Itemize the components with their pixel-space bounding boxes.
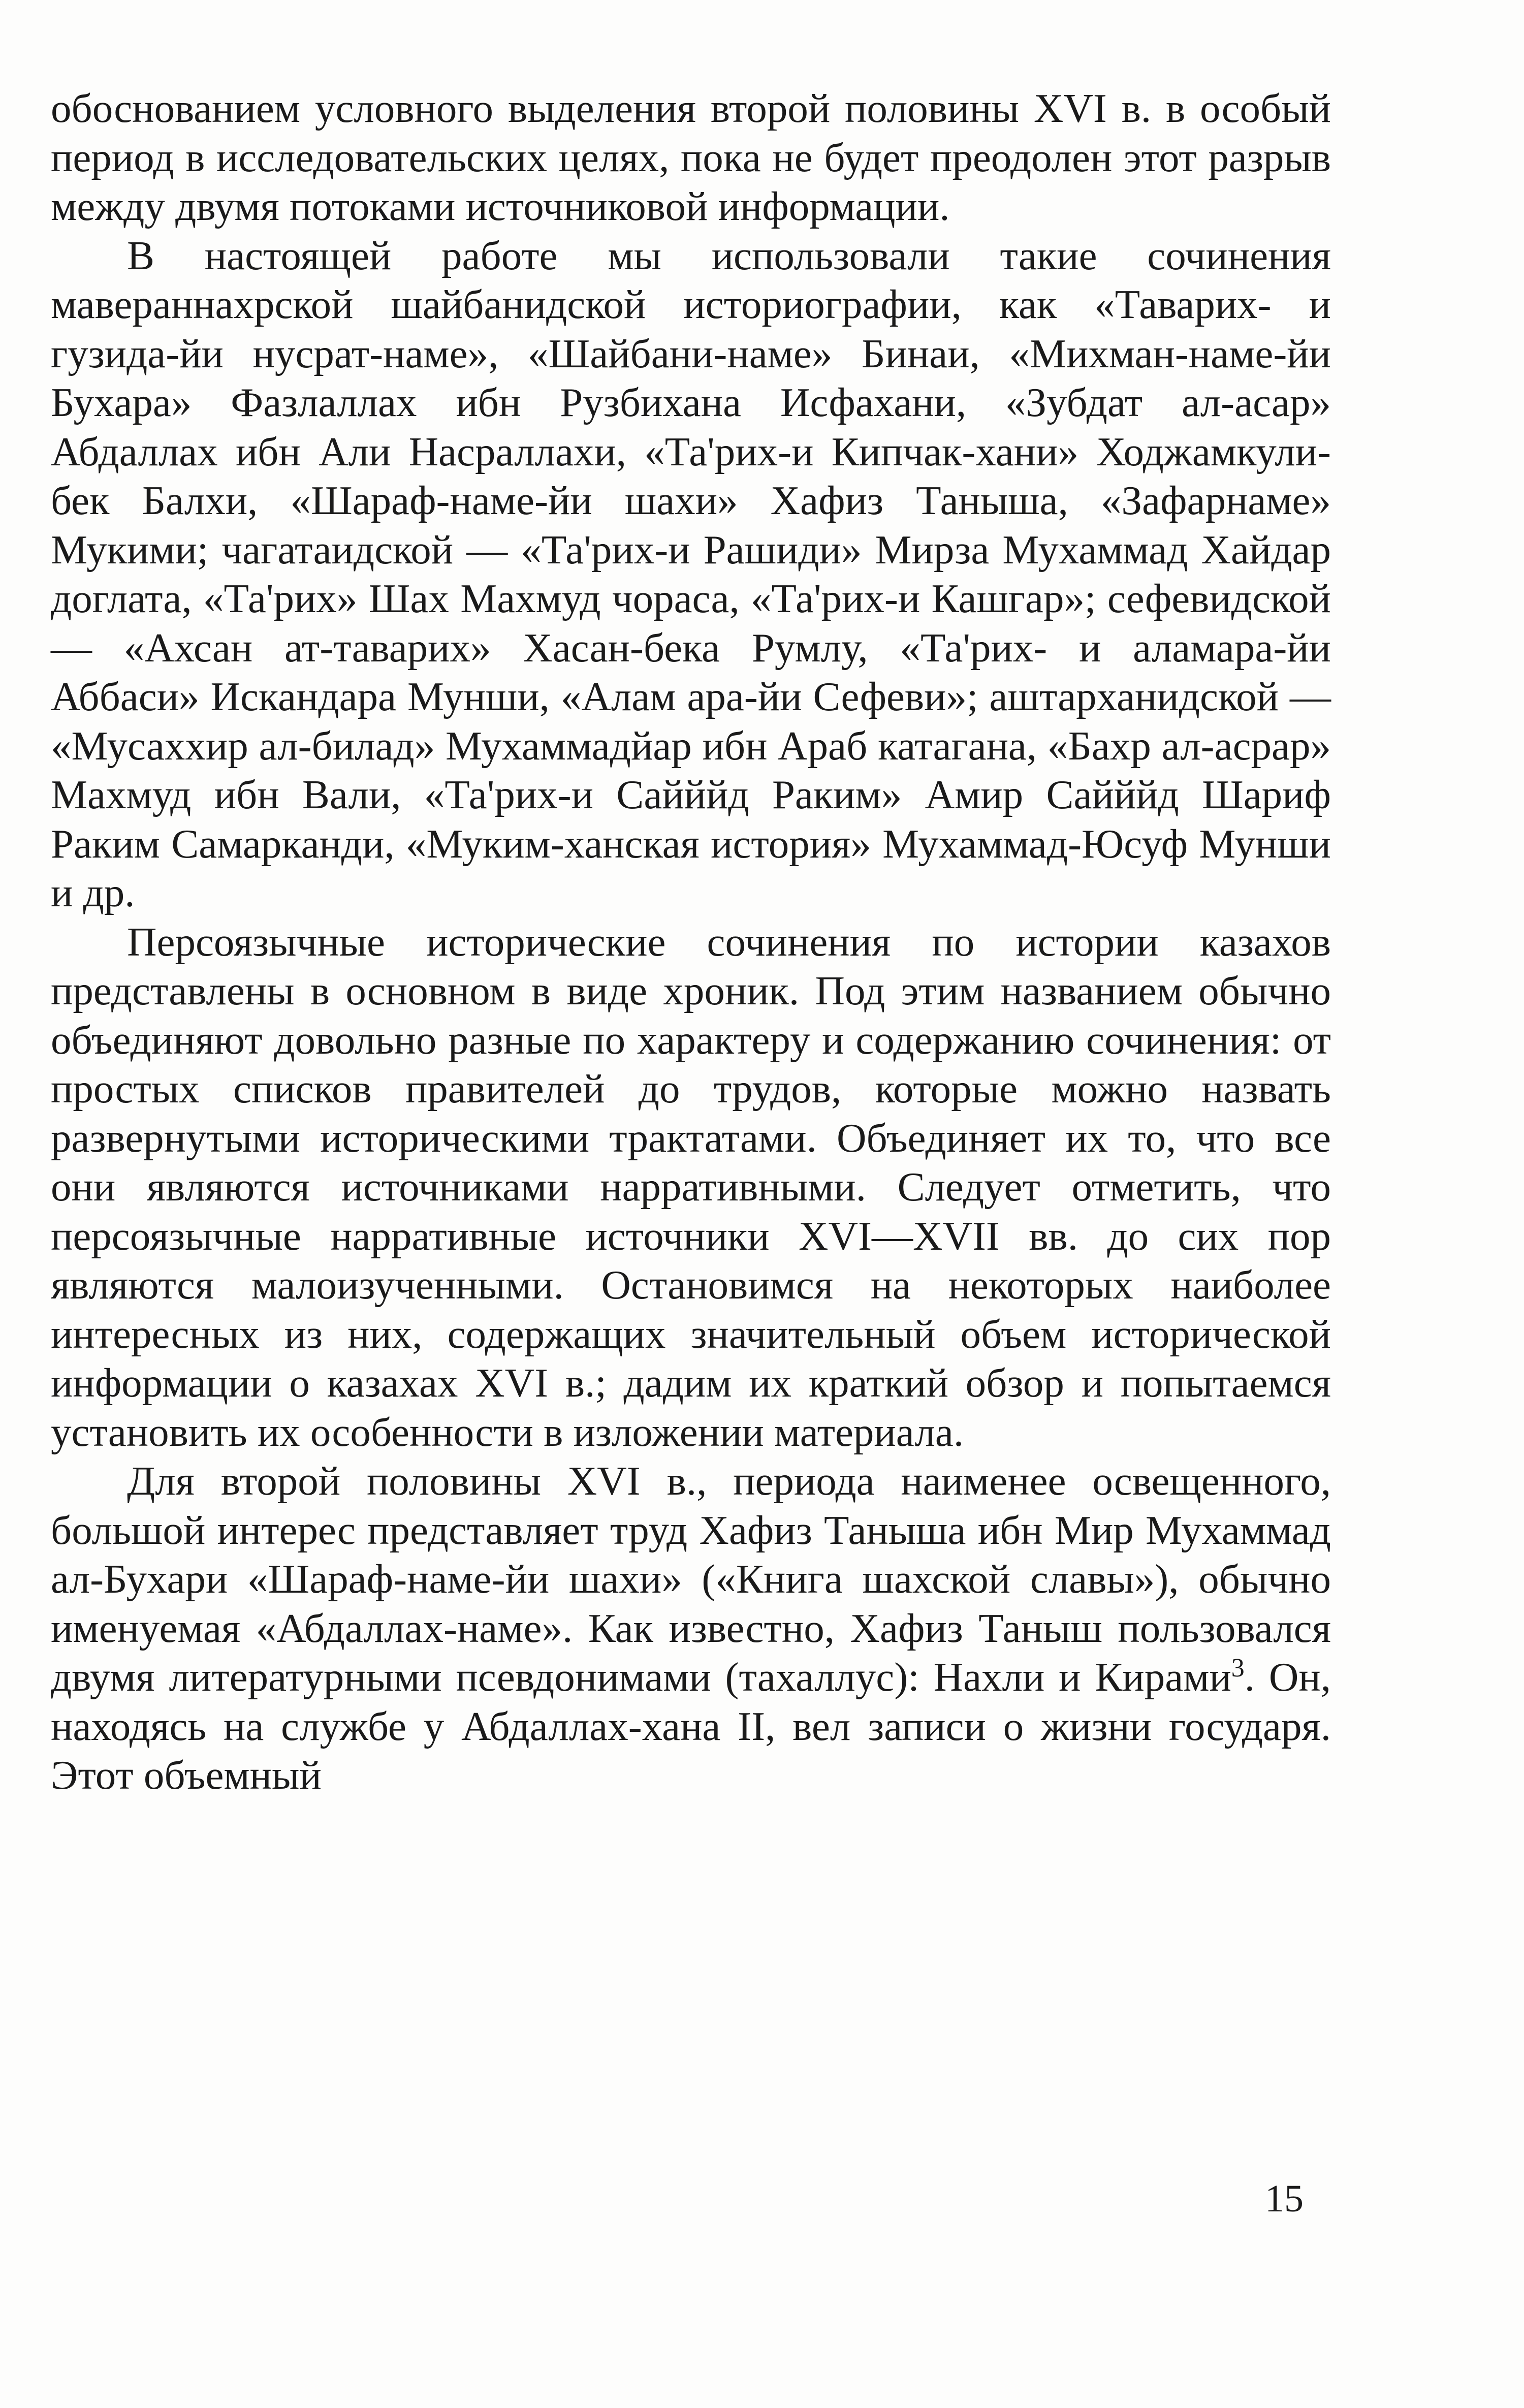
paragraph-4 (51, 1456, 1331, 1800)
paragraph-1: обоснованием условного выделения второй половины XVI в. в особый период в исследовательских целях, пока не будет преодолен этот разрыв между двумя потоками источниковой информации. (51, 85, 1331, 229)
paragraph-2: В настоящей работе мы использовали такие сочинения мавераннахрской шайбанидской историографии, как «Таварих- и гузида-йи нусрат-наме», «Шайбани-наме» Бинаи, «Михман-наме-йи Бухара» Фазлаллах ибн Рузбихана Исфахани, «Зубдат ал-асар» Абдаллах ибн Али Насраллахи, «Та'рих-и Кипчак-хани» Ходжамкули-бек Балхи, «Шараф-наме-йи шахи» Хафиз Таныша, «Зафарнаме» Мукими; чагатаидской — «Та'рих-и Рашиди» Мирза Мухаммад Хайдар доглата, «Та'рих» Шах Махмуд чораса, «Та'рих-и Кашгар»; сефевидской — «Ахсан ат-таварих» Хасан-бека Румлу, «Та'рих- и аламара-йи Аббаси» Искандара Мунши, «Алам ара-йи Сефеви»; аштарханидской — «Мусаххир ал-билад» Мухаммадйар ибн Араб катагана, «Бахр ал-асрар» Махмуд ибн Вали, «Та'рих-и Сайййд Раким» Амир Сайййд Шариф Раким Самарканди, «Муким-ханская история» Мухаммад-Юсуф Мунши и др. (51, 232, 1331, 915)
body-text (51, 84, 1331, 1800)
paragraph-3: Персоязычные исторические сочинения по истории казахов представлены в основном в виде хроник. Под этим названием обычно объединяют довольно разные по характеру и содержанию сочинения: от простых списков правителей до трудов, которые можно назвать развернутыми историческими трактатами. Объединяет их то, что все они являются источниками нарративными. Следует отметить, что персоязычные нарративные источники XVI—XVII вв. до сих пор являются малоизученными. Остановимся на некоторых наиболее интересных из них, содержащих значительный объем исторической информации о казахах XVI в.; дадим их краткий обзор и попытаемся установить их особенности в изложении материала. (51, 918, 1331, 1455)
page-number: 15 (1265, 2177, 1304, 2220)
paragraph-4-text-after-note: . Он, находясь на службе у Абдаллах-хана II, вел записи о жизни государя. Этот объемный (51, 1654, 1331, 1798)
paragraph-4-text-before-note: Для второй половины XVI в., периода наименее освещенного, большой интерес представляет труд Хафиз Таныша ибн Мир Мухаммад ал-Бухари «Шараф-наме-йи шахи» («Книга шахской славы»), обычно именуемая «Абдаллах-наме». Как известно, Хафиз Таныш пользовался двумя литературными псевдонимами (тахаллус): Нахли и Кирами (51, 1458, 1331, 1700)
footnote-reference: 3 (1231, 1654, 1245, 1683)
